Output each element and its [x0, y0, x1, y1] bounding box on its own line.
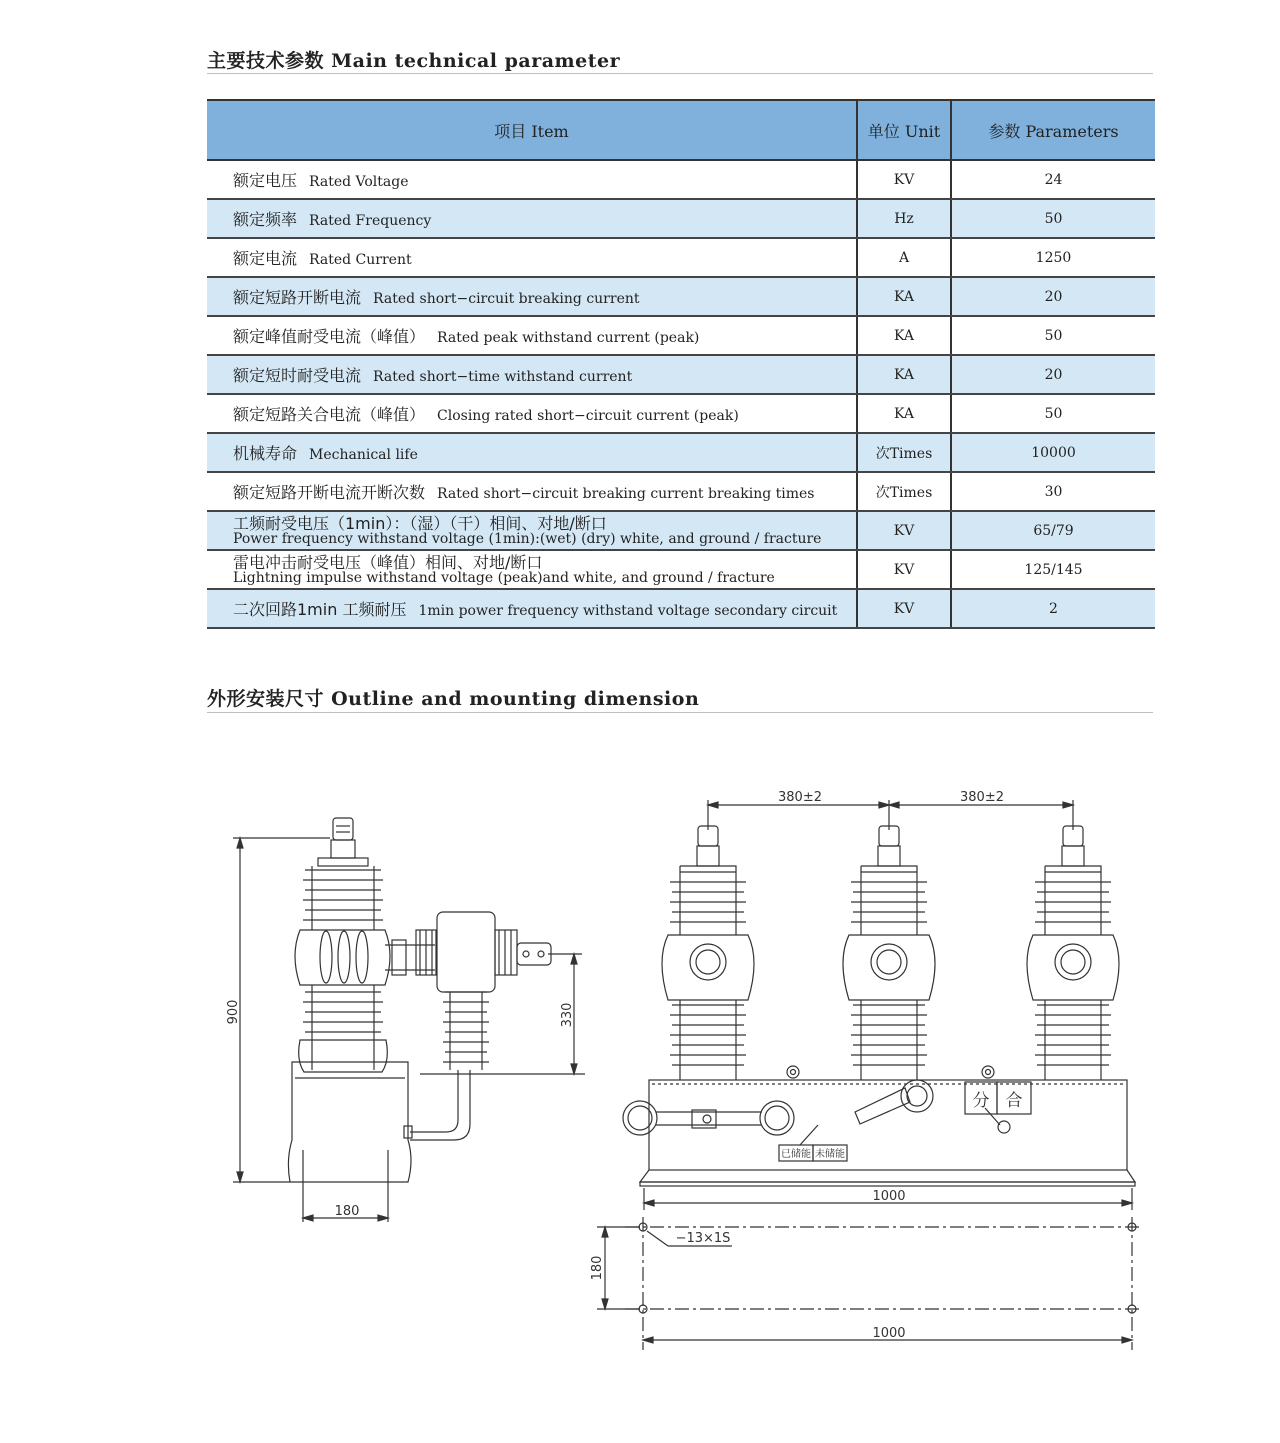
row-value: 2 — [951, 589, 1155, 628]
item-en: Rated Voltage — [309, 174, 409, 190]
row-unit: 次Times — [857, 472, 951, 511]
row-value: 20 — [951, 355, 1155, 394]
item-zh: 额定峰值耐受电流（峰值） — [233, 327, 426, 346]
row-value: 50 — [951, 199, 1155, 238]
header-item: 项目 Item — [207, 100, 857, 160]
row-unit: KV — [857, 160, 951, 199]
front-view — [623, 790, 1135, 1210]
item-zh: 雷电冲击耐受电压（峰值）相间、对地/断口 — [233, 553, 543, 572]
row-value: 50 — [951, 316, 1155, 355]
item-en: Rated Frequency — [309, 213, 432, 229]
item-en: Lightning impulse withstand voltage (peak)and white, and ground / fracture — [233, 570, 775, 586]
row-unit: 次Times — [857, 433, 951, 472]
dim-height-900: 900 — [226, 999, 241, 1025]
row-value: 65/79 — [951, 511, 1155, 550]
row-value: 24 — [951, 160, 1155, 199]
mounting-plan — [590, 1217, 1142, 1350]
item-en: Power frequency withstand voltage (1min):(wet) (dry) white, and ground / fracture — [233, 531, 822, 547]
item-en: 1min power frequency withstand voltage secondary circuit — [418, 603, 838, 619]
header-unit: 单位 Unit — [857, 100, 951, 160]
side-view — [226, 818, 585, 1222]
row-unit: KA — [857, 355, 951, 394]
dim-depth-180: 180 — [590, 1255, 605, 1281]
item-zh: 额定电流 — [233, 249, 298, 268]
open-label: 分 — [972, 1091, 990, 1111]
item-zh: 额定短路开断电流开断次数 — [233, 483, 426, 502]
row-value: 50 — [951, 394, 1155, 433]
dim-spacing-right: 380±2 — [960, 790, 1004, 805]
item-zh: 机械寿命 — [233, 444, 298, 463]
item-en: Rated short−circuit breaking current breaking times — [437, 486, 815, 502]
row-unit: KV — [857, 550, 951, 589]
row-unit: KA — [857, 394, 951, 433]
item-en: Closing rated short−circuit current (peak) — [437, 408, 739, 424]
row-value: 30 — [951, 472, 1155, 511]
item-en: Rated short−time withstand current — [373, 369, 633, 385]
item-en: Rated Current — [309, 252, 412, 268]
dim-terminal-330: 330 — [560, 1002, 575, 1028]
item-zh: 额定频率 — [233, 210, 298, 229]
pole — [1027, 826, 1119, 1080]
item-zh: 额定短路开断电流 — [233, 288, 362, 307]
row-value: 20 — [951, 277, 1155, 316]
row-unit: KV — [857, 511, 951, 550]
dim-length-front: 1000 — [872, 1189, 906, 1204]
outline-dimension-title: 外形安装尺寸 Outline and mounting dimension — [207, 688, 700, 710]
dim-spacing-left: 380±2 — [778, 790, 822, 805]
item-en: Rated peak withstand current (peak) — [437, 330, 700, 346]
row-unit: KA — [857, 277, 951, 316]
item-zh: 额定短路关合电流（峰值） — [233, 405, 426, 424]
stored-indicator-label: 已储能 — [781, 1149, 811, 1160]
header-parameters: 参数 Parameters — [951, 100, 1155, 160]
item-zh: 额定短时耐受电流 — [233, 366, 362, 385]
close-label: 合 — [1005, 1091, 1023, 1111]
row-unit: A — [857, 238, 951, 277]
technical-parameter-title: 主要技术参数 Main technical parameter — [207, 50, 621, 72]
row-unit: KA — [857, 316, 951, 355]
item-zh: 二次回路1min 工频耐压 — [233, 600, 407, 619]
row-unit: Hz — [857, 199, 951, 238]
dim-length-base: 1000 — [872, 1326, 906, 1341]
pole — [843, 826, 935, 1080]
item-zh: 工频耐受电压（1min）：（湿）（干）相间、对地/断口 — [233, 514, 607, 533]
dim-width-180: 180 — [334, 1204, 360, 1219]
row-value: 1250 — [951, 238, 1155, 277]
pole — [662, 826, 754, 1080]
row-value: 125/145 — [951, 550, 1155, 589]
item-en: Rated short−circuit breaking current — [373, 291, 640, 307]
unstored-indicator-label: 未储能 — [815, 1149, 845, 1160]
item-zh: 额定电压 — [233, 171, 298, 190]
row-value: 10000 — [951, 433, 1155, 472]
item-en: Mechanical life — [309, 447, 418, 463]
mounting-hole-label: −13×1S — [675, 1231, 731, 1246]
row-unit: KV — [857, 589, 951, 628]
